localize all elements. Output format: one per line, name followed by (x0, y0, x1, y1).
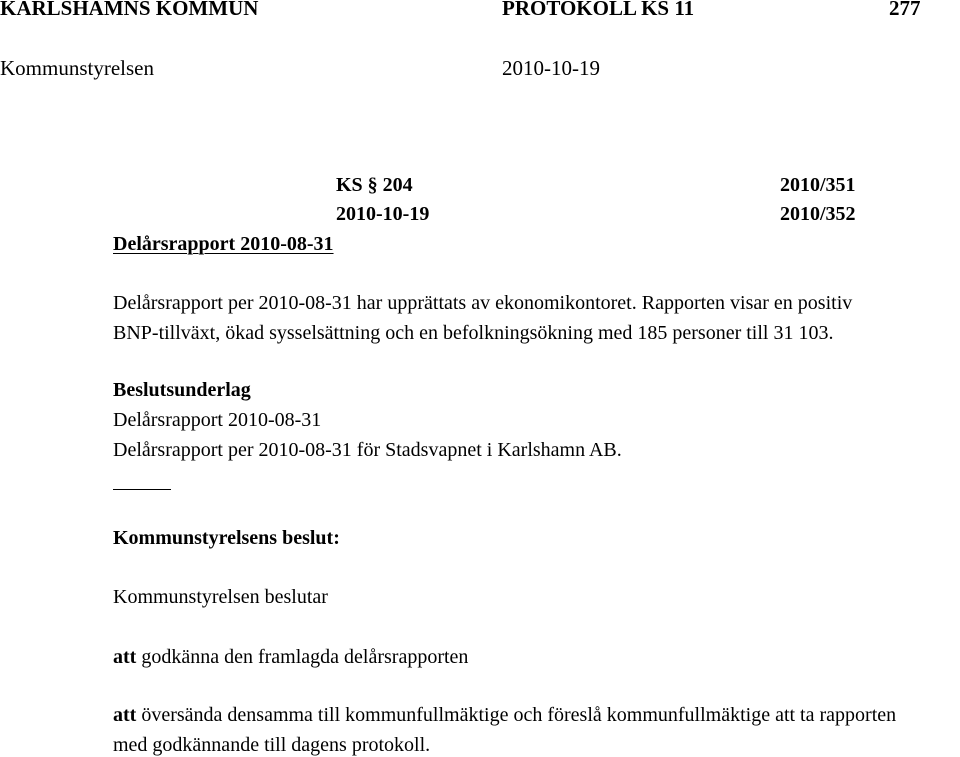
att-clause-text: godkänna den framlagda delårsrapporten (136, 646, 469, 668)
diary-number-1: 2010/351 (780, 174, 856, 196)
att-clause-text: översända densamma till kommunfullmäktige och föreslå kommunfullmäktige att ta rapporten (136, 704, 897, 726)
basis-item-2: Delårsrapport per 2010-08-31 för Stadsvapnet i Karlshamn AB. (113, 439, 622, 461)
body-name: Kommunstyrelsen (0, 56, 154, 80)
page-number: 277 (889, 0, 921, 20)
meeting-date: 2010-10-19 (502, 56, 600, 80)
att-clause-1 (113, 647, 468, 667)
protocol-title: PROTOKOLL KS 11 (502, 0, 695, 20)
att-clause-2-continuation: med godkännande till dagens protokoll. (113, 734, 431, 756)
paragraph-number: KS § 204 (336, 174, 413, 196)
diary-number-2: 2010/352 (780, 203, 856, 225)
paragraph-date: 2010-10-19 (336, 203, 430, 225)
separator-line (113, 489, 171, 490)
case-title: Delårsrapport 2010-08-31 (113, 233, 334, 255)
att-clause-2 (113, 705, 896, 725)
att-keyword: att (113, 646, 137, 668)
basis-heading: Beslutsunderlag (113, 379, 251, 401)
decision-heading: Kommunstyrelsens beslut: (113, 527, 340, 549)
intro-line-1: Delårsrapport per 2010-08-31 har upprättats av ekonomikontoret. Rapporten visar en positiv (113, 292, 853, 314)
municipality-name: KARLSHAMNS KOMMUN (0, 0, 259, 20)
att-keyword: att (113, 704, 137, 726)
intro-line-2: BNP-tillväxt, ökad sysselsättning och en befolkningsökning med 185 personer till 31 103. (113, 322, 834, 344)
decision-lead: Kommunstyrelsen beslutar (113, 586, 328, 608)
basis-item-1: Delårsrapport 2010-08-31 (113, 409, 322, 431)
